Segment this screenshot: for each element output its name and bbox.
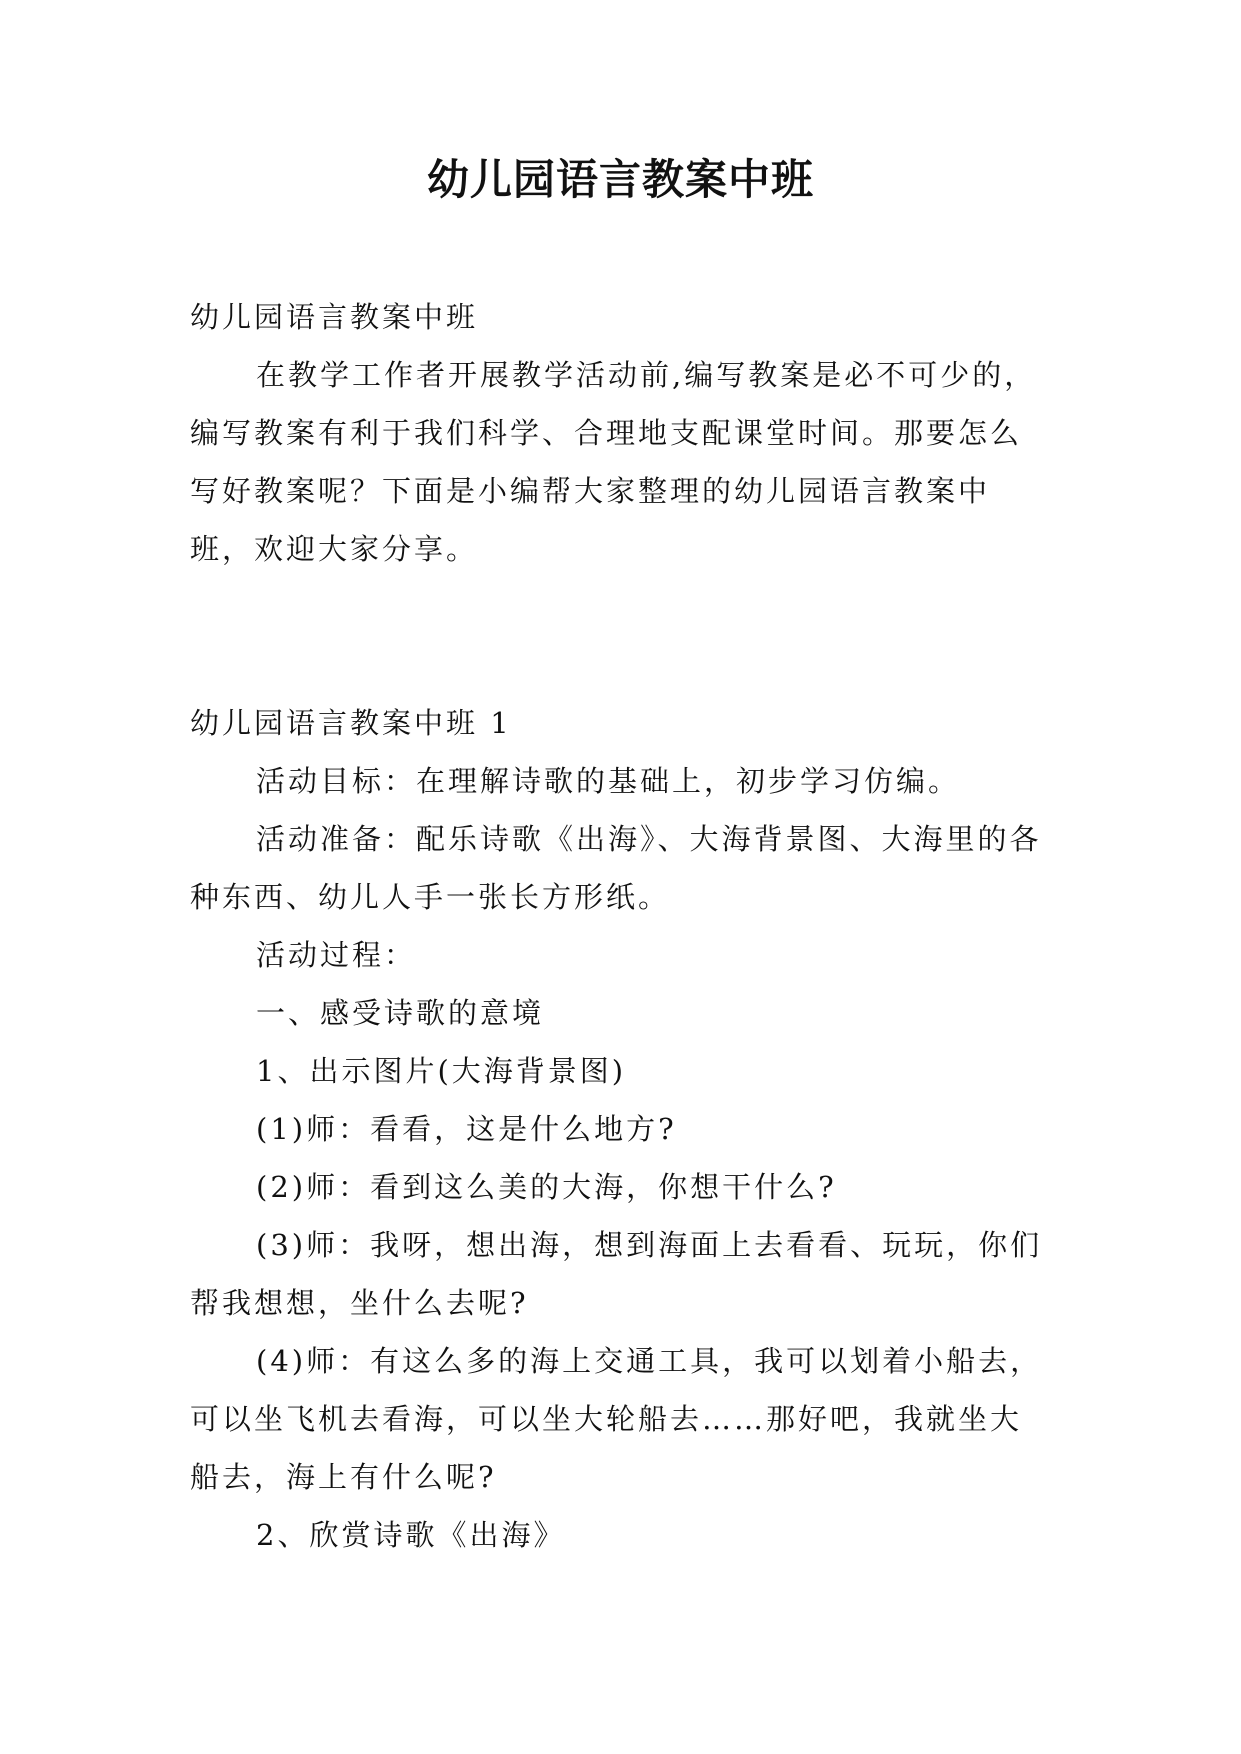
activity-preparation: 活动准备：配乐诗歌《出海》、大海背景图、大海里的各种东西、幼儿人手一张长方形纸。 bbox=[190, 822, 1042, 914]
section-heading: 幼儿园语言教案中班 bbox=[190, 300, 479, 334]
activity-process: 活动过程： bbox=[256, 938, 417, 972]
step-item: 2、欣赏诗歌《出海》 bbox=[256, 1518, 566, 1552]
section-spacer bbox=[190, 578, 1050, 694]
step-item: 1、出示图片(大海背景图) bbox=[256, 1054, 627, 1088]
intro-paragraph: 在教学工作者开展教学活动前,编写教案是必不可少的，编写教案有利于我们科学、合理地支配课堂时间。那要怎么写好教案呢？下面是小编帮大家整理的幼儿园语言教案中班，欢迎大家分享。 bbox=[190, 358, 1037, 566]
teacher-line: (1)师：看看，这是什么地方? bbox=[256, 1112, 677, 1146]
teacher-line: (4)师：有这么多的海上交通工具，我可以划着小船去，可以坐飞机去看海，可以坐大轮船去……那好吧，我就坐大船去，海上有什么呢? bbox=[190, 1344, 1043, 1494]
document-body bbox=[190, 288, 1050, 1564]
step-heading: 一、感受诗歌的意境 bbox=[256, 996, 545, 1030]
teacher-line: (3)师：我呀，想出海，想到海面上去看看、玩玩，你们帮我想想，坐什么去呢? bbox=[190, 1228, 1043, 1320]
document-title: 幼儿园语言教案中班 bbox=[426, 155, 814, 204]
activity-goal: 活动目标：在理解诗歌的基础上，初步学习仿编。 bbox=[256, 764, 961, 798]
section-heading-1: 幼儿园语言教案中班 1 bbox=[190, 706, 512, 740]
teacher-line: (2)师：看到这么美的大海，你想干什么? bbox=[256, 1170, 837, 1204]
